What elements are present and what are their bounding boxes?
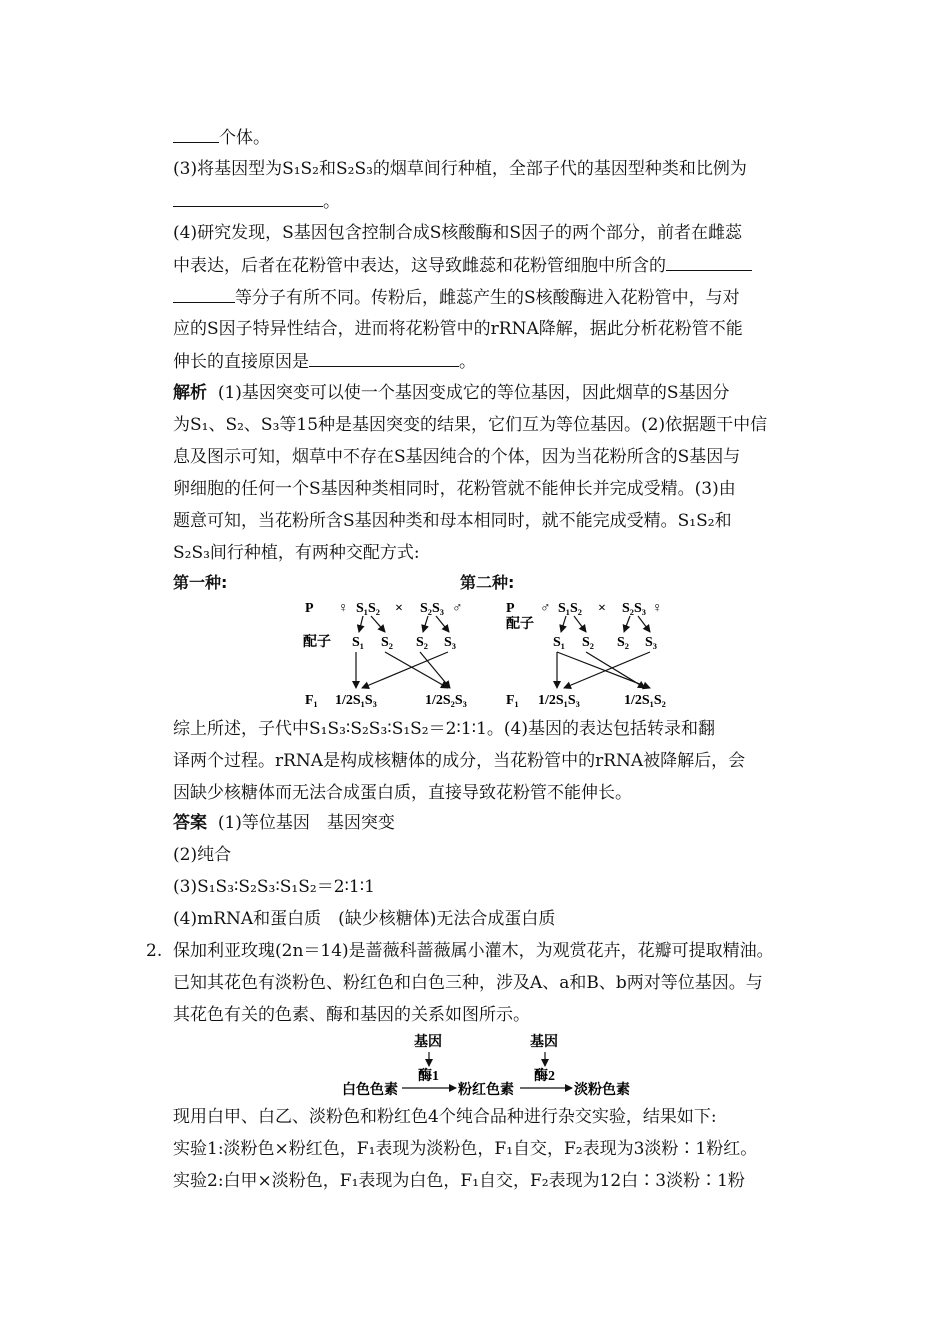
question-line: 保加利亚玫瑰(2n＝14)是蔷薇科蔷薇属小灌木，为观赏花卉，花瓣可提取精油。 [173,941,774,961]
parent-genotype: S₂S₃ [420,601,444,616]
arrow [574,616,586,632]
f1-label: F₁ [506,693,519,708]
arrow [638,616,650,632]
cross-symbol: × [395,601,403,616]
p-label: P [305,601,314,616]
gamete: S₂ [416,635,428,650]
cross-1-diagram [303,601,467,708]
text-line: 应的S因子特异性结合，进而将花粉管中的rRNA降解，据此分析花粉管不能 [173,319,743,339]
p-label: P [506,601,515,616]
gamete-label: 配子 [506,617,534,632]
question-line: 现用白甲、白乙、淡粉色和粉红色4个纯合品种进行杂交实验，结果如下: [173,1107,717,1127]
pigment-label: 淡粉色素 [574,1083,630,1098]
text-line: (4)研究发现，S基因包含控制合成S核酸酶和S因子的两个部分，前者在雌蕊 [173,223,743,243]
enzyme-label: 酶1 [418,1069,439,1084]
summary-line: 译两个过程。rRNA是构成核糖体的成分，当花粉管中的rRNA被降解后，会 [173,751,746,771]
gamete: S₂ [582,635,594,650]
answer-line [173,812,395,834]
pigment-label: 白色色素 [342,1083,398,1098]
cross-way-1-label: 第一种: [173,573,228,592]
analysis-line: 卵细胞的任何一个S基因种类相同时，花粉管就不能伸长并完成受精。(3)由 [173,479,736,499]
gamete: S₁ [553,635,565,650]
analysis-line: 为S₁、S₂、S₃等15种是基因突变的结果，它们互为等位基因。(2)依据题干中信 [173,415,768,435]
arrow [359,616,363,632]
text-line [173,190,340,213]
cross-way-2-label: 第二种: [460,573,515,592]
arrow [385,652,448,688]
analysis-line: S₂S₃间行种植，有两种交配方式: [173,543,420,563]
gamete: S₃ [444,635,456,650]
f1-label: F₁ [305,693,318,708]
gamete-label: 配子 [303,635,331,650]
parent-genotype: S₁S₂ [558,601,582,616]
cross-diagrams [0,596,950,716]
male-symbol: ♂ [452,601,463,616]
question-line: 其花色有关的色素、酶和基因的关系如图所示。 [173,1005,530,1025]
answer-line: (2)纯合 [173,845,232,865]
text-line [173,126,270,149]
analysis-line: 题意可知，当花粉所含S基因种类和母本相同时，就不能完成受精。S₁S₂和 [173,511,732,531]
cross-2-diagram [506,601,666,708]
summary-line: 综上所述，子代中S₁S₃∶S₂S₃∶S₁S₂＝2∶1∶1。(4)基因的表达包括转录和翻 [173,719,715,739]
parent-genotype: S₂S₃ [622,601,646,616]
line-text: (1)等位基因 基因突变 [217,813,395,833]
summary-line: 因缺少核糖体而无法合成蛋白质，直接导致花粉管不能伸长。 [173,783,632,803]
gamete: S₁ [352,635,364,650]
question-line: 实验1:淡粉色×粉红色，F₁表现为淡粉色，F₁自交，F₂表现为3淡粉∶1粉红。 [173,1139,758,1159]
gamete: S₃ [645,635,657,650]
text-line [173,350,476,373]
pathway-diagram [0,1030,950,1106]
female-symbol: ♀ [652,601,663,616]
male-symbol: ♂ [540,601,551,616]
enzyme-label: 酶2 [534,1069,555,1084]
line-text: 个体。 [219,128,270,148]
gamete: S₂ [381,635,393,650]
arrow [624,616,630,632]
text-line: (3)将基因型为S₁S₂和S₂S₃的烟草间行种植，全部子代的基因型种类和比例为 [173,159,747,179]
line-text: 中表达，后者在花粉管中表达，这导致雌蕊和花粉管细胞中所含的 [173,256,666,276]
analysis-label: 解析 [173,383,207,403]
answer-blank[interactable] [309,350,459,367]
gamete: S₂ [617,635,629,650]
offspring: 1/2S₂S₃ [425,693,467,708]
analysis-line: 息及图示可知，烟草中不存在S基因纯合的个体，因为当花粉所含的S基因与 [173,447,741,467]
answer-blank[interactable] [173,126,219,143]
question-number: 2. [146,941,163,961]
question-line: 实验2:白甲×淡粉色，F₁表现为白色，F₁自交，F₂表现为12白∶3淡粉∶1粉 [173,1171,745,1191]
gene-label: 基因 [530,1035,558,1050]
answer-blank[interactable] [173,286,235,303]
gene-label: 基因 [414,1035,442,1050]
line-text: 。 [459,352,476,372]
answer-blank[interactable] [173,190,323,207]
line-text: 。 [323,192,340,212]
answer-line: (3)S₁S₃∶S₂S₃∶S₁S₂＝2∶1∶1 [173,877,375,897]
arrow [561,616,566,632]
analysis-line [173,382,730,404]
arrow [371,616,385,632]
pigment-label: 粉红色素 [458,1083,514,1098]
offspring: 1/2S₁S₃ [538,693,580,708]
answer-blank[interactable] [666,254,752,271]
offspring: 1/2S₁S₃ [335,693,377,708]
text-line [173,254,752,277]
text-line [173,286,740,309]
cross-symbol: × [598,601,606,616]
line-text: (1)基因突变可以使一个基因变成它的等位基因，因此烟草的S基因分 [217,383,730,403]
offspring: 1/2S₁S₂ [624,693,666,708]
line-text: 伸长的直接原因是 [173,352,309,372]
arrow [423,616,428,632]
parent-genotype: S₁S₂ [356,601,380,616]
question-line: 已知其花色有淡粉色、粉红色和白色三种，涉及A、a和B、b两对等位基因。与 [173,973,763,993]
answer-label: 答案 [173,813,207,833]
answer-line: (4)mRNA和蛋白质 (缺少核糖体)无法合成蛋白质 [173,909,556,929]
arrow [436,616,449,632]
female-symbol: ♀ [338,601,349,616]
line-text: 等分子有所不同。传粉后，雌蕊产生的S核酸酶进入花粉管中，与对 [235,288,740,308]
